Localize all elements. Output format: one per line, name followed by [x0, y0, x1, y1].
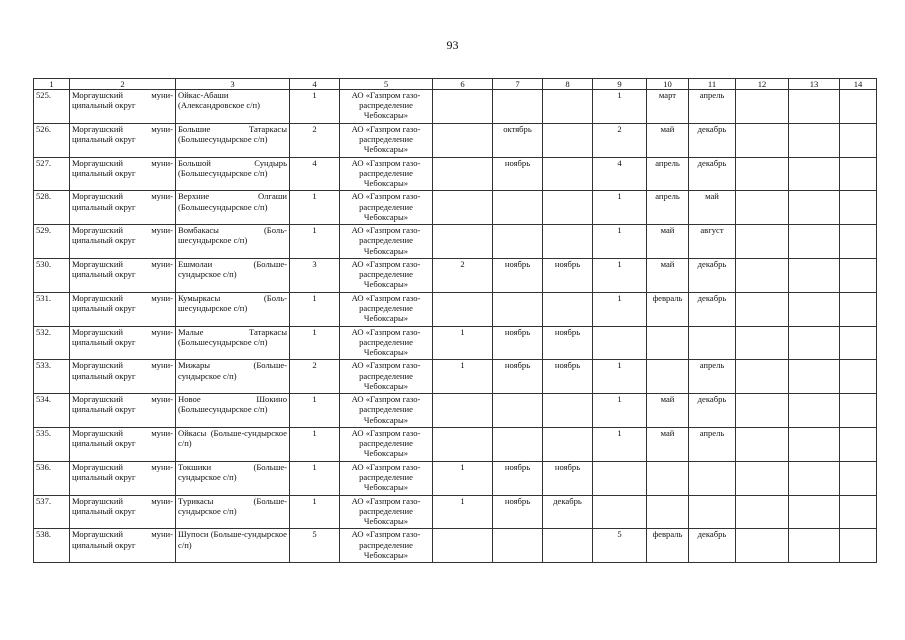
- col13-cell: [789, 225, 840, 259]
- col14-cell: [840, 427, 877, 461]
- district-cell: Моргаушский муни-ципальный округ: [70, 394, 176, 428]
- col9-cell: 2: [593, 123, 647, 157]
- col11-cell: декабрь: [689, 529, 736, 563]
- col13-cell: [789, 394, 840, 428]
- col6-cell: 1: [433, 461, 493, 495]
- column-header: 9: [593, 79, 647, 90]
- table-row: [34, 191, 877, 225]
- col12-cell: [736, 461, 789, 495]
- col8-cell: [543, 225, 593, 259]
- col12-cell: [736, 427, 789, 461]
- row-number-cell: 535.: [34, 427, 70, 461]
- col11-cell: [689, 461, 736, 495]
- col7-cell: [493, 529, 543, 563]
- col12-cell: [736, 292, 789, 326]
- organization-cell: АО «Газпром газо-распределение Чебоксары»: [340, 360, 433, 394]
- col14-cell: [840, 225, 877, 259]
- col11-cell: [689, 495, 736, 529]
- col7-cell: [493, 292, 543, 326]
- organization-cell: АО «Газпром газо-распределение Чебоксары»: [340, 191, 433, 225]
- col8-cell: [543, 394, 593, 428]
- count-cell: 2: [290, 123, 340, 157]
- organization-cell: АО «Газпром газо-распределение Чебоксары»: [340, 427, 433, 461]
- gasification-table: [33, 78, 877, 563]
- column-header: 2: [70, 79, 176, 90]
- col13-cell: [789, 360, 840, 394]
- table-row: [34, 394, 877, 428]
- column-header: 10: [647, 79, 689, 90]
- col8-cell: ноябрь: [543, 360, 593, 394]
- settlement-cell: Вомбакасы (Боль-шесундырское с/п): [176, 225, 290, 259]
- col9-cell: [593, 461, 647, 495]
- row-number-cell: 529.: [34, 225, 70, 259]
- row-number-cell: 531.: [34, 292, 70, 326]
- table-row: [34, 529, 877, 563]
- district-cell: Моргаушский муни-ципальный округ: [70, 427, 176, 461]
- row-number-cell: 533.: [34, 360, 70, 394]
- count-cell: 3: [290, 258, 340, 292]
- organization-cell: АО «Газпром газо-распределение Чебоксары»: [340, 157, 433, 191]
- organization-cell: АО «Газпром газо-распределение Чебоксары»: [340, 394, 433, 428]
- col7-cell: октябрь: [493, 123, 543, 157]
- col14-cell: [840, 360, 877, 394]
- settlement-cell: Мижары (Больше-сундырское с/п): [176, 360, 290, 394]
- organization-cell: АО «Газпром газо-распределение Чебоксары»: [340, 529, 433, 563]
- table-row: [34, 123, 877, 157]
- count-cell: 1: [290, 225, 340, 259]
- col6-cell: [433, 427, 493, 461]
- col10-cell: [647, 360, 689, 394]
- row-number-cell: 536.: [34, 461, 70, 495]
- col7-cell: [493, 191, 543, 225]
- col7-cell: [493, 394, 543, 428]
- district-cell: Моргаушский муни-ципальный округ: [70, 360, 176, 394]
- table-row: [34, 292, 877, 326]
- count-cell: 2: [290, 360, 340, 394]
- col11-cell: апрель: [689, 90, 736, 124]
- col7-cell: [493, 225, 543, 259]
- organization-cell: АО «Газпром газо-распределение Чебоксары»: [340, 495, 433, 529]
- count-cell: 1: [290, 326, 340, 360]
- col13-cell: [789, 123, 840, 157]
- col12-cell: [736, 326, 789, 360]
- col10-cell: май: [647, 225, 689, 259]
- district-cell: Моргаушский муни-ципальный округ: [70, 123, 176, 157]
- row-number-cell: 526.: [34, 123, 70, 157]
- col10-cell: май: [647, 258, 689, 292]
- table-row: [34, 326, 877, 360]
- row-number-cell: 538.: [34, 529, 70, 563]
- column-header: 11: [689, 79, 736, 90]
- count-cell: 4: [290, 157, 340, 191]
- col13-cell: [789, 90, 840, 124]
- col12-cell: [736, 157, 789, 191]
- col11-cell: апрель: [689, 427, 736, 461]
- organization-cell: АО «Газпром газо-распределение Чебоксары»: [340, 123, 433, 157]
- count-cell: 1: [290, 394, 340, 428]
- col11-cell: август: [689, 225, 736, 259]
- col7-cell: ноябрь: [493, 157, 543, 191]
- count-cell: 5: [290, 529, 340, 563]
- col13-cell: [789, 461, 840, 495]
- column-header: 1: [34, 79, 70, 90]
- col13-cell: [789, 191, 840, 225]
- col12-cell: [736, 495, 789, 529]
- col9-cell: 1: [593, 394, 647, 428]
- col8-cell: ноябрь: [543, 326, 593, 360]
- col10-cell: февраль: [647, 292, 689, 326]
- col6-cell: [433, 157, 493, 191]
- col8-cell: [543, 90, 593, 124]
- col9-cell: 1: [593, 427, 647, 461]
- col12-cell: [736, 191, 789, 225]
- district-cell: Моргаушский муни-ципальный округ: [70, 90, 176, 124]
- count-cell: 1: [290, 495, 340, 529]
- col8-cell: декабрь: [543, 495, 593, 529]
- column-header: 8: [543, 79, 593, 90]
- col10-cell: февраль: [647, 529, 689, 563]
- col8-cell: [543, 123, 593, 157]
- settlement-cell: Ойкас-Абаши (Александровское с/п): [176, 90, 290, 124]
- col6-cell: [433, 123, 493, 157]
- col6-cell: [433, 529, 493, 563]
- col14-cell: [840, 123, 877, 157]
- col9-cell: 4: [593, 157, 647, 191]
- col6-cell: 2: [433, 258, 493, 292]
- table-row: [34, 495, 877, 529]
- col13-cell: [789, 529, 840, 563]
- settlement-cell: Малые Татаркасы (Большесундырское с/п): [176, 326, 290, 360]
- column-header: 5: [340, 79, 433, 90]
- settlement-cell: Токшики (Больше-сундырское с/п): [176, 461, 290, 495]
- column-header: 3: [176, 79, 290, 90]
- col6-cell: 1: [433, 326, 493, 360]
- col10-cell: апрель: [647, 191, 689, 225]
- col12-cell: [736, 394, 789, 428]
- col6-cell: 1: [433, 495, 493, 529]
- district-cell: Моргаушский муни-ципальный округ: [70, 461, 176, 495]
- col10-cell: апрель: [647, 157, 689, 191]
- col11-cell: декабрь: [689, 394, 736, 428]
- settlement-cell: Большие Татаркасы (Большесундырское с/п): [176, 123, 290, 157]
- col11-cell: декабрь: [689, 157, 736, 191]
- col11-cell: апрель: [689, 360, 736, 394]
- settlement-cell: Турикасы (Больше-сундырское с/п): [176, 495, 290, 529]
- col9-cell: 1: [593, 360, 647, 394]
- row-number-cell: 530.: [34, 258, 70, 292]
- col11-cell: декабрь: [689, 258, 736, 292]
- page-number: 93: [446, 38, 459, 52]
- col10-cell: май: [647, 394, 689, 428]
- row-number-cell: 527.: [34, 157, 70, 191]
- count-cell: 1: [290, 90, 340, 124]
- organization-cell: АО «Газпром газо-распределение Чебоксары»: [340, 90, 433, 124]
- organization-cell: АО «Газпром газо-распределение Чебоксары»: [340, 258, 433, 292]
- table-row: [34, 258, 877, 292]
- col7-cell: ноябрь: [493, 326, 543, 360]
- col9-cell: [593, 326, 647, 360]
- table-row: [34, 225, 877, 259]
- district-cell: Моргаушский муни-ципальный округ: [70, 225, 176, 259]
- column-header: 4: [290, 79, 340, 90]
- col9-cell: 1: [593, 258, 647, 292]
- col13-cell: [789, 157, 840, 191]
- row-number-cell: 528.: [34, 191, 70, 225]
- row-number-cell: 532.: [34, 326, 70, 360]
- col9-cell: 1: [593, 225, 647, 259]
- district-cell: Моргаушский муни-ципальный округ: [70, 258, 176, 292]
- col13-cell: [789, 495, 840, 529]
- col12-cell: [736, 529, 789, 563]
- col10-cell: май: [647, 123, 689, 157]
- col7-cell: ноябрь: [493, 258, 543, 292]
- col14-cell: [840, 326, 877, 360]
- col14-cell: [840, 157, 877, 191]
- col10-cell: [647, 461, 689, 495]
- header-row: [34, 79, 877, 90]
- col8-cell: [543, 292, 593, 326]
- col14-cell: [840, 292, 877, 326]
- settlement-cell: Ешмолаи (Больше-сундырское с/п): [176, 258, 290, 292]
- count-cell: 1: [290, 191, 340, 225]
- col14-cell: [840, 495, 877, 529]
- column-header: 14: [840, 79, 877, 90]
- col7-cell: ноябрь: [493, 360, 543, 394]
- col14-cell: [840, 258, 877, 292]
- col11-cell: май: [689, 191, 736, 225]
- district-cell: Моргаушский муни-ципальный округ: [70, 292, 176, 326]
- col12-cell: [736, 225, 789, 259]
- col12-cell: [736, 258, 789, 292]
- col10-cell: май: [647, 427, 689, 461]
- settlement-cell: Большой Сундырь (Большесундырское с/п): [176, 157, 290, 191]
- col9-cell: 1: [593, 191, 647, 225]
- col14-cell: [840, 529, 877, 563]
- count-cell: 1: [290, 292, 340, 326]
- col9-cell: 5: [593, 529, 647, 563]
- col14-cell: [840, 461, 877, 495]
- col8-cell: ноябрь: [543, 461, 593, 495]
- col6-cell: [433, 191, 493, 225]
- col11-cell: декабрь: [689, 292, 736, 326]
- col10-cell: март: [647, 90, 689, 124]
- col11-cell: [689, 326, 736, 360]
- district-cell: Моргаушский муни-ципальный округ: [70, 326, 176, 360]
- col6-cell: [433, 394, 493, 428]
- col8-cell: ноябрь: [543, 258, 593, 292]
- col9-cell: 1: [593, 292, 647, 326]
- col7-cell: ноябрь: [493, 495, 543, 529]
- col14-cell: [840, 90, 877, 124]
- column-header: 13: [789, 79, 840, 90]
- count-cell: 1: [290, 427, 340, 461]
- col7-cell: [493, 90, 543, 124]
- col8-cell: [543, 157, 593, 191]
- col6-cell: [433, 292, 493, 326]
- district-cell: Моргаушский муни-ципальный округ: [70, 529, 176, 563]
- column-header: 12: [736, 79, 789, 90]
- settlement-cell: Новое Шокино (Большесундырское с/п): [176, 394, 290, 428]
- col6-cell: [433, 225, 493, 259]
- district-cell: Моргаушский муни-ципальный округ: [70, 157, 176, 191]
- col8-cell: [543, 191, 593, 225]
- settlement-cell: Ойкасы (Больше-сундырское с/п): [176, 427, 290, 461]
- row-number-cell: 525.: [34, 90, 70, 124]
- col7-cell: [493, 427, 543, 461]
- col12-cell: [736, 123, 789, 157]
- col8-cell: [543, 427, 593, 461]
- district-cell: Моргаушский муни-ципальный округ: [70, 495, 176, 529]
- table-row: [34, 427, 877, 461]
- column-header: 7: [493, 79, 543, 90]
- col10-cell: [647, 495, 689, 529]
- col6-cell: 1: [433, 360, 493, 394]
- settlement-cell: Шупоси (Больше-сундырское с/п): [176, 529, 290, 563]
- col12-cell: [736, 90, 789, 124]
- col10-cell: [647, 326, 689, 360]
- row-number-cell: 537.: [34, 495, 70, 529]
- district-cell: Моргаушский муни-ципальный округ: [70, 191, 176, 225]
- settlement-cell: Верхние Олгаши (Большесундырское с/п): [176, 191, 290, 225]
- organization-cell: АО «Газпром газо-распределение Чебоксары»: [340, 292, 433, 326]
- col9-cell: 1: [593, 90, 647, 124]
- col6-cell: [433, 90, 493, 124]
- column-header: 6: [433, 79, 493, 90]
- organization-cell: АО «Газпром газо-распределение Чебоксары»: [340, 461, 433, 495]
- col14-cell: [840, 394, 877, 428]
- col8-cell: [543, 529, 593, 563]
- settlement-cell: Кумыркасы (Боль-шесундырское с/п): [176, 292, 290, 326]
- col13-cell: [789, 292, 840, 326]
- col13-cell: [789, 326, 840, 360]
- col13-cell: [789, 427, 840, 461]
- col9-cell: [593, 495, 647, 529]
- table-row: [34, 360, 877, 394]
- row-number-cell: 534.: [34, 394, 70, 428]
- table-row: [34, 157, 877, 191]
- col13-cell: [789, 258, 840, 292]
- table-row: [34, 90, 877, 124]
- col7-cell: ноябрь: [493, 461, 543, 495]
- table-row: [34, 461, 877, 495]
- col11-cell: декабрь: [689, 123, 736, 157]
- organization-cell: АО «Газпром газо-распределение Чебоксары»: [340, 326, 433, 360]
- col12-cell: [736, 360, 789, 394]
- count-cell: 1: [290, 461, 340, 495]
- organization-cell: АО «Газпром газо-распределение Чебоксары»: [340, 225, 433, 259]
- col14-cell: [840, 191, 877, 225]
